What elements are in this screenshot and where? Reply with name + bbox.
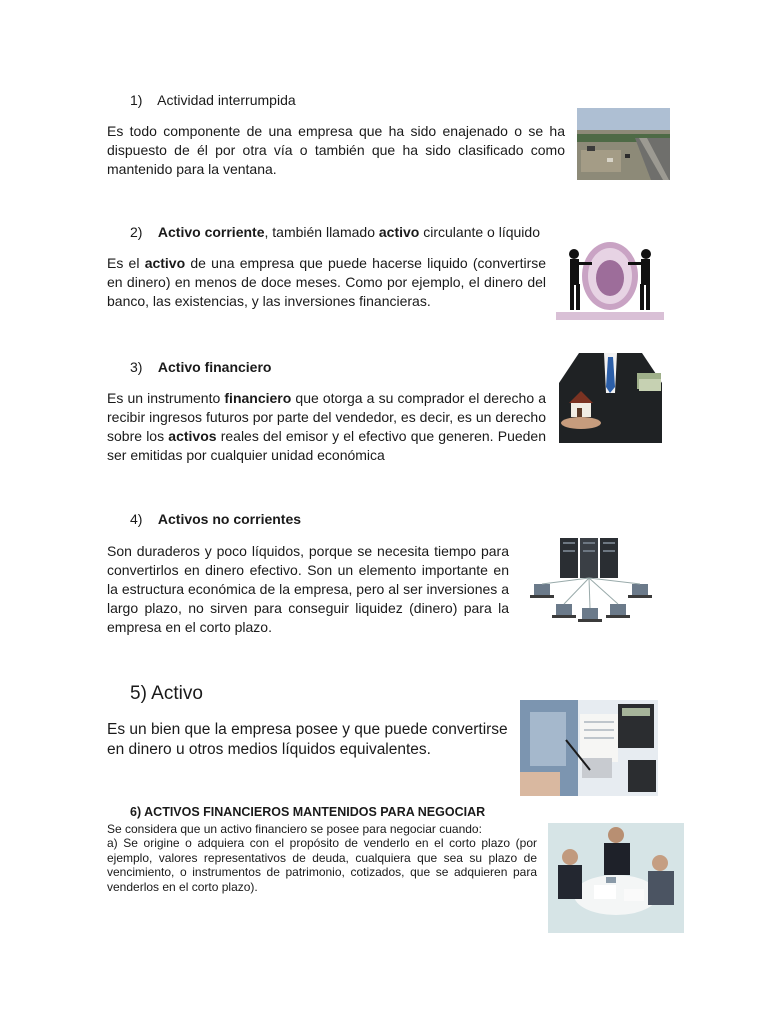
- section-1-title: Actividad interrumpida: [157, 92, 296, 108]
- section-5-heading: [130, 683, 203, 705]
- section-2-body-rest: de una empresa que puede hacerse liquido (convertirse en dinero) en menos de doce meses. Como por ejemplo, el dinero del banco, las existencias, y las inversiones financieras.: [107, 255, 547, 309]
- section-2-title-bold2: activo: [378, 224, 420, 240]
- server-network-photo: [520, 532, 662, 632]
- section-2-body-start: Es el: [107, 255, 145, 271]
- section-3-number: 3): [130, 359, 143, 375]
- section-1-number: 1): [130, 92, 143, 108]
- section-2-number: 2): [130, 224, 143, 240]
- section-2-title-mid: , también llamado: [264, 224, 379, 240]
- section-4-title: Activos no corrientes: [157, 511, 302, 527]
- section-2-body: [107, 254, 546, 311]
- section-3-body-mid: que otorga a su comprador el derecho a recibir ingresos futuros por parte del vendedor, es decir, es un derecho sobre los: [107, 390, 546, 444]
- section-2-body-bold: activo: [144, 255, 186, 271]
- section-4-number: 4): [130, 511, 143, 527]
- section-5-title: Activo: [151, 683, 203, 704]
- section-6-body: a) Se origine o adquiera con el propósito de venderlo en el corto plazo (por ejemplo, valores representativos de deuda, cualquiera que sea su plazo de vencimiento, o instrumentos de patrimonio, cotizados, que se adquieren para venderlos en el corto plazo).: [107, 836, 537, 894]
- section-3-heading: [130, 359, 271, 375]
- section-5-number: 5): [130, 683, 147, 704]
- section-3-body-start: Es un instrumento: [107, 390, 225, 406]
- section-2-title-tail: circulante o líquido: [419, 224, 540, 240]
- section-5-body: Es un bien que la empresa posee y que puede convertirse en dinero u otros medios líquidos equivalentes.: [107, 721, 508, 758]
- money-globe-photo: [556, 238, 664, 320]
- section-1-heading: [130, 92, 296, 108]
- section-3-body-bold2: activos: [168, 428, 217, 444]
- section-3-body-bold: financiero: [224, 390, 292, 406]
- section-4-heading: [130, 511, 301, 527]
- section-2-title-bold: Activo corriente: [157, 224, 265, 240]
- section-6-heading: [130, 805, 485, 819]
- section-3-body: [107, 389, 546, 465]
- house-in-hand-photo: [559, 353, 662, 443]
- section-2-heading: [130, 224, 540, 240]
- highway-construction-photo: [577, 108, 670, 180]
- section-1-body: Es todo componente de una empresa que ha sido enajenado o se ha dispuesto de él por otra vía o también que ha sido clasificado como mantenido para la ventana.: [107, 123, 565, 177]
- section-4-body: Son duraderos y poco líquidos, porque se necesita tiempo para convertirlos en dinero efectivo. Son un elemento importante en la estructura económica de la empresa, pero al ser inversiones a largo plazo, no sirven para conseguir liquidez (dinero) para la empresa en el corto plazo.: [107, 543, 509, 635]
- calculator-desk-photo: [520, 700, 658, 796]
- section-3-body-rest: reales del emisor y el efectivo que generen. Pueden ser emitidas por cualquier unidad económica: [107, 428, 546, 463]
- section-6-intro: Se considera que un activo financiero se posee para negociar cuando:: [107, 822, 482, 836]
- section-3-title: Activo financiero: [157, 359, 272, 375]
- business-meeting-photo: [548, 823, 684, 933]
- section-6-number: 6): [130, 805, 142, 819]
- section-6-title: ACTIVOS FINANCIEROS MANTENIDOS PARA NEGOCIAR: [144, 805, 486, 819]
